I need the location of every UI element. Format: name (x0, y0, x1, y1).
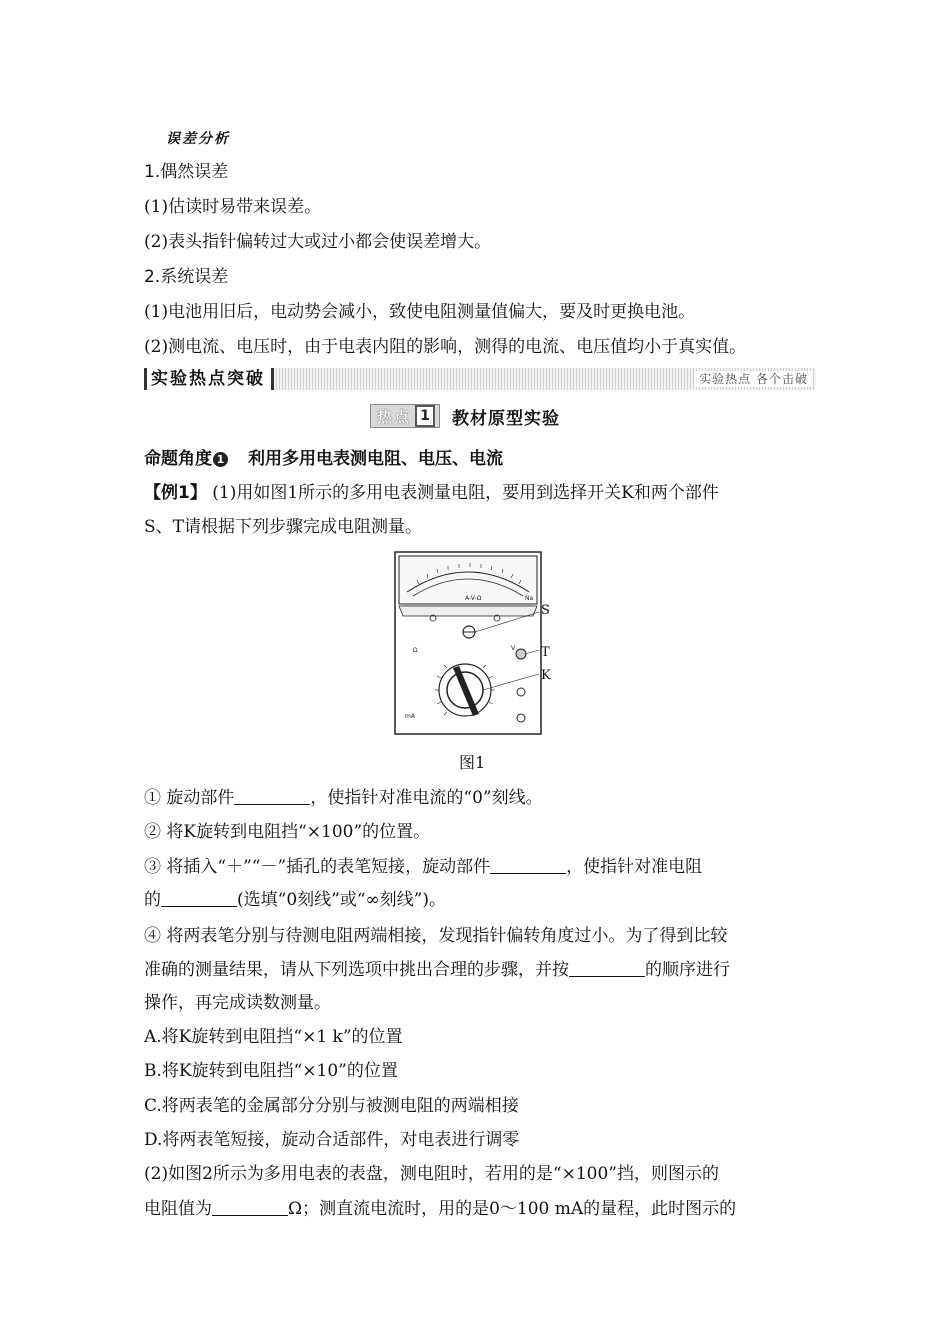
dial-label: A-V-Ω (465, 595, 482, 602)
figure-ma-label: mA (405, 713, 415, 720)
hotspot-number: 1 (415, 405, 435, 427)
minus-jack[interactable] (517, 714, 525, 722)
step-4-end: 操作，再完成读数测量。 (144, 993, 331, 1013)
analysis-heading: 误差分析 (166, 131, 230, 147)
figure-omega-label: Ω (413, 647, 418, 654)
system-error-item-1: (1)电池用旧后，电动势会减小，致使电阻测量值偏大，要及时更换电池。 (144, 302, 696, 322)
step-3-d: (选填“0刻线”或“∞刻线”)。 (237, 890, 447, 910)
part-2-line-2 (144, 1198, 816, 1220)
figure-v-label: V (511, 645, 516, 652)
answer-blank[interactable] (212, 1199, 288, 1216)
part-2-a: 电阻值为 (144, 1199, 212, 1219)
angle-title: 利用多用电表测电阻、电压、电流 (248, 449, 503, 469)
hotspot-badge-label: 热点 (377, 407, 412, 426)
answer-blank[interactable] (490, 857, 566, 874)
step-3-c: 的 (144, 890, 161, 910)
option-d: D.将两表笔短接，旋动合适部件，对电表进行调零 (144, 1130, 520, 1150)
answer-blank[interactable] (234, 788, 310, 805)
option-b: B.将K旋转到电阻挡“×10”的位置 (144, 1061, 398, 1081)
banner-subtitle: 实验热点 各个击破 (695, 371, 812, 387)
step-3-cont (144, 889, 816, 911)
step-4: ④ 将两表笔分别与待测电阻两端相接，发现指针偏转角度过小。为了得到比较 (144, 926, 728, 946)
proposition-angle (144, 448, 816, 470)
dial-na-label: Na (525, 595, 534, 602)
figure-caption: 图1 (459, 753, 486, 772)
angle-prefix: 命题角度 (144, 449, 212, 469)
hotspot-heading (370, 404, 560, 428)
multimeter-figure (393, 550, 543, 736)
step-3-a: ③ 将插入“＋”“－”插孔的表笔短接，旋动部件 (144, 857, 491, 877)
plus-jack[interactable] (517, 688, 525, 696)
step-4-c: 的顺序进行 (645, 960, 730, 980)
ohm-zero-knob-t[interactable] (516, 649, 526, 659)
step-3 (144, 856, 816, 878)
label-k: K (541, 668, 551, 683)
step-4-cont (144, 959, 816, 981)
part-2-b: Ω；测直流电流时，用的是0～100 mA的量程，此时图示的 (288, 1199, 737, 1219)
banner-title: 实验热点突破 (144, 368, 274, 390)
step-1-b: ，使指针对准电流的“0”刻线。 (310, 788, 543, 808)
angle-number-icon: 1 (213, 452, 228, 467)
step-1 (144, 787, 816, 809)
meter-bezel (399, 606, 537, 616)
hotspot-badge (370, 404, 440, 428)
system-error-title: 2.系统误差 (144, 267, 229, 287)
option-a: A.将K旋转到电阻挡“×1 k”的位置 (144, 1027, 403, 1047)
step-1-a: ① 旋动部件 (144, 788, 235, 808)
system-error-item-2: (2)测电流、电压时，由于电表内阻的影响，测得的电流、电压值均小于真实值。 (144, 337, 747, 357)
random-error-item-2: (2)表头指针偏转过大或过小都会使误差增大。 (144, 232, 492, 252)
example-label: 【例1】 (144, 483, 207, 503)
answer-blank[interactable] (569, 960, 645, 977)
hotspot-title: 教材原型实验 (452, 408, 561, 429)
step-2: ② 将K旋转到电阻挡“×100”的位置。 (144, 822, 431, 842)
example-line-2: S、T请根据下列步骤完成电阻测量。 (144, 517, 422, 537)
label-t: T (541, 645, 550, 660)
random-error-item-1: (1)估读时易带来误差。 (144, 197, 322, 217)
example-line-1 (144, 482, 816, 504)
step-4-b: 准确的测量结果，请从下列选项中挑出合理的步骤，并按 (144, 960, 569, 980)
label-s: S (541, 603, 550, 618)
option-c: C.将两表笔的金属部分分别与被测电阻的两端相接 (144, 1096, 519, 1116)
step-3-b: ，使指针对准电阻 (566, 857, 703, 877)
part-2-line-1: (2)如图2所示为多用电表的表盘，测电阻时，若用的是“×100”挡，则图示的 (144, 1164, 719, 1184)
section-banner (144, 368, 816, 390)
answer-blank[interactable] (161, 890, 237, 907)
random-error-title: 1.偶然误差 (144, 162, 229, 182)
example-text-1: (1)用如图1所示的多用电表测量电阻，要用到选择开关K和两个部件 (212, 483, 719, 503)
